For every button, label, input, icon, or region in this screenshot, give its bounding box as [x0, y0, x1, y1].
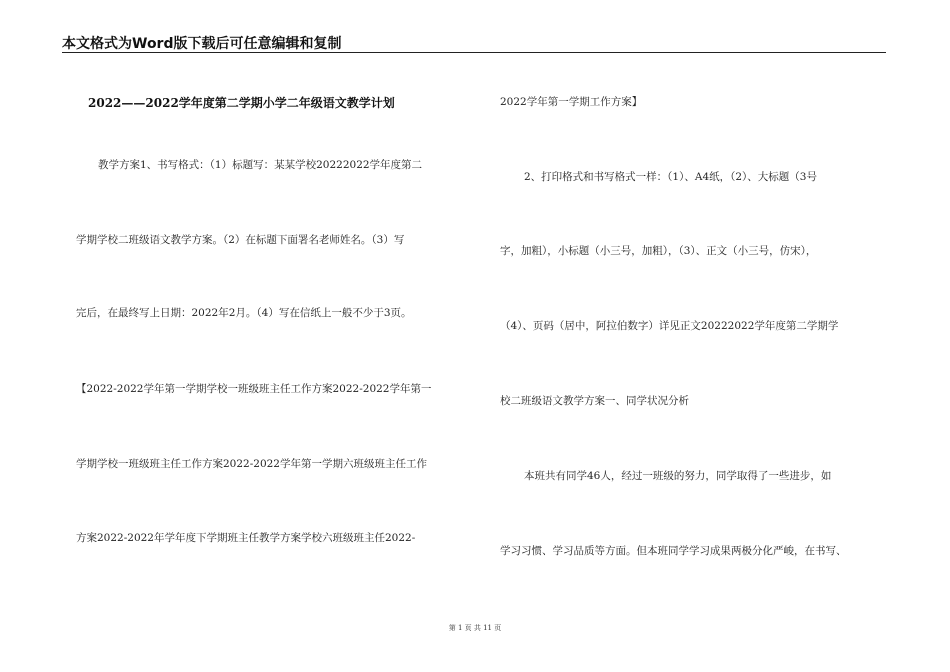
right-line-3: 字，加粗），小标题（小三号，加粗），（3）、正文（小三号，仿宋），	[500, 245, 817, 257]
page-footer: 第 1 页 共 11 页	[448, 624, 502, 632]
left-line-6: 方案2022-2022年学年度下学期班主任教学方案学校六班级班主任2022-	[76, 532, 416, 544]
page-header	[62, 30, 886, 53]
header-text: 本文格式为Word版下载后可任意编辑和复制	[62, 36, 342, 52]
left-line-4: 【2022-2022学年第一学期学校一班级班主任工作方案2022-2022学年第一	[76, 383, 432, 395]
document-title: 2022——2022学年度第二学期小学二年级语文教学计划	[88, 96, 395, 110]
left-line-1: 教学方案1、书写格式：（1）标题写：某某学校20222022学年度第二	[98, 159, 423, 171]
right-line-7: 学习习惯、学习品质等方面。但本班同学学习成果两极分化严峻，在书写、	[500, 545, 847, 557]
right-line-4: （4）、页码（居中，阿拉伯数字）详见正文20222022学年度第二学期学	[500, 320, 839, 332]
right-line-6: 本班共有同学46人，经过一班级的努力，同学取得了一些进步，如	[524, 470, 832, 482]
left-line-2: 学期学校二班级语文教学方案。（2）在标题下面署名老师姓名。（3）写	[76, 234, 405, 246]
right-line-2: 2、打印格式和书写格式一样：（1）、A4纸，（2）、大标题（3号	[524, 171, 817, 183]
right-line-5: 校二班级语文教学方案一、同学状况分析	[500, 395, 689, 407]
left-line-5: 学期学校一班级班主任工作方案2022-2022学年第一学期六班级班主任工作	[76, 458, 427, 470]
left-line-3: 完后，在最终写上日期：2022年2月。（4）写在信纸上一般不少于3页。	[76, 307, 412, 319]
right-line-1: 2022学年第一学期工作方案】	[500, 96, 643, 108]
